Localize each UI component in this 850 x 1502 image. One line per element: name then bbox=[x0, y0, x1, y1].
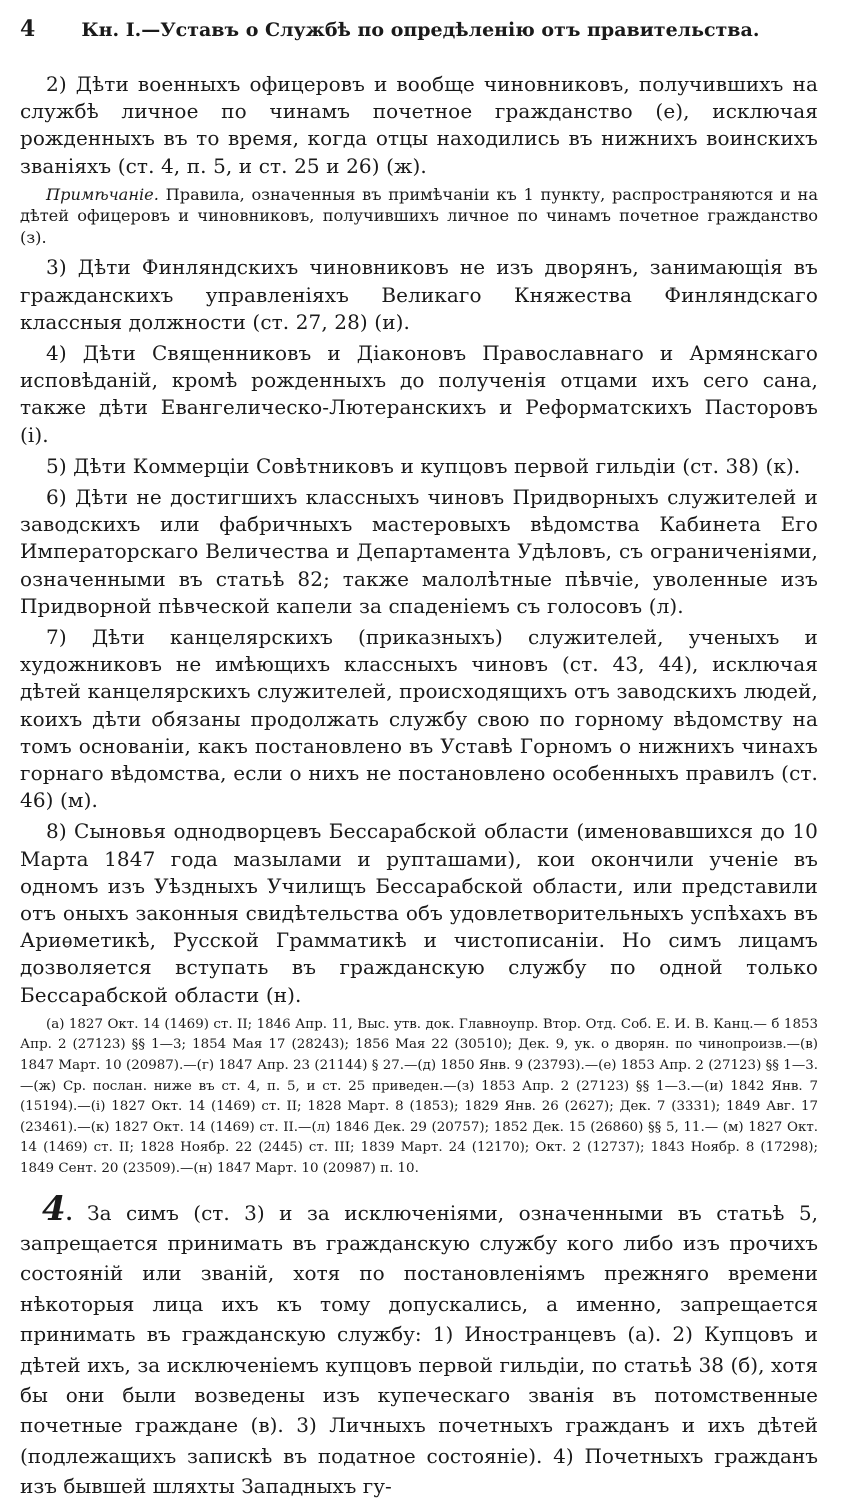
article-number: 4 bbox=[42, 1188, 66, 1229]
article-number-dot: . bbox=[65, 1200, 73, 1225]
paragraph-5: 5) Дѣти Коммерціи Совѣтниковъ и купцовъ первой гильдіи (ст. 38) (к). bbox=[46, 453, 801, 478]
article-4 bbox=[20, 1188, 818, 1502]
paragraph-2: 2) Дѣти военныхъ офицеровъ и вообще чиновниковъ, получившихъ на службѣ личное по чинамъ почетное гражданство (е), исключая рожденныхъ въ то время, когда отцы находились въ нижнихъ воинскихъ званіяхъ (ст. 4, п. 5, и ст. 25 и 26) (ж). bbox=[20, 72, 818, 178]
paragraph-4: 4) Дѣти Священниковъ и Діаконовъ Православнаго и Армянскаго исповѣданій, кромѣ рожденныхъ до полученія отцами ихъ сего сана, также дѣти Евангелическо-Лютеранскихъ и Реформатскихъ Пасторовъ (і). bbox=[20, 340, 818, 447]
paragraph-6: 6) Дѣти не достигшихъ классныхъ чиновъ Придворныхъ служителей и заводскихъ или фабричныхъ мастеровыхъ вѣдомства Кабинета Его Императорскаго Величества и Департамента Удѣловъ, съ ограниченіями, означенными въ статьѣ 82; также малолѣтные пѣвчіе, уволенные изъ Придворной пѣвческой капели за спаденіемъ съ голосовъ (л). bbox=[20, 484, 818, 618]
legal-references: (а) 1827 Окт. 14 (1469) ст. II; 1846 Апр. 11, Выс. утв. док. Главноупр. Втор. Отд. Соб. Е. И. В. Канц.— б 1853 Апр. 2 (27123) §§ 1—3; 1854 Мая 17 (28243); 1856 Мая 22 (30510); Дек. 9, ук. о дворян. по чинопроизв.—(в) 1847 Март. 10 (20987).—(г) 1847 Апр. 23 (21144) § 27.—(д) 1850 Янв. 9 (23793).—(е) 1853 Апр. 2 (27123) §§ 1—3.—(ж) Ср. послан. ниже въ ст. 4, п. 5, и ст. 25 приведен.—(з) 1853 Апр. 2 (27123) §§ 1—3.—(и) 1842 Янв. 7 (15194).—(і) 1827 Окт. 14 (1469) ст. II; 1828 Март. 8 (1853); 1829 Янв. 26 (2627); Дек. 7 (3331); 1849 Авг. 17 (23461).—(к) 1827 Окт. 14 (1469) ст. II.—(л) 1846 Дек. 29 (20757); 1852 Дек. 15 (26860) §§ 5, 11.— (м) 1827 Окт. 14 (1469) ст. II; 1828 Ноябр. 22 (2445) ст. III; 1839 Март. 24 (12170); Окт. 2 (12737); 1843 Ноябр. 8 (17298); 1849 Сент. 20 (23509).—(н) 1847 Март. 10 (20987) п. 10. bbox=[20, 1016, 818, 1176]
page-number: 4 bbox=[20, 16, 36, 42]
page-header bbox=[20, 14, 818, 45]
running-title: Кн. I.—Уставъ о Службѣ по опредѣленію отъ правительства. bbox=[81, 19, 760, 41]
paragraph-7: 7) Дѣти канцелярскихъ (приказныхъ) служителей, ученыхъ и художниковъ не имѣющихъ классныхъ чиновъ (ст. 43, 44), исключая дѣтей канцелярскихъ служителей, происходящихъ отъ заводскихъ людей, коихъ дѣти обязаны продолжать службу свою по горному вѣдомству на томъ основаніи, какъ постановлено въ Уставѣ Горномъ о нижнихъ чинахъ горнаго вѣдомства, если о нихъ не постановлено особенныхъ правилъ (ст. 46) (м). bbox=[20, 624, 818, 813]
article-3-continuation bbox=[20, 71, 818, 1009]
article-text: За симъ (ст. 3) и за исключеніями, означенными въ статьѣ 5, запрещается принимать въ гражданскую службу кого либо изъ прочихъ состояній или званій, хотя по постановленіямъ прежняго времени нѣкоторыя лица ихъ къ тому допускались, а именно, запрещается принимать въ гражданскую службу: 1) Иностранцевъ (а). 2) Купцовъ и дѣтей ихъ, за исключеніемъ купцовъ первой гильдіи, по статьѣ 38 (б), хотя бы они были возведены изъ купеческаго званія въ потомственные почетные граждане (в). 3) Личныхъ почетныхъ гражданъ и ихъ дѣтей (подлежащихъ запискѣ въ податное состояніе). 4) Почетныхъ гражданъ изъ бывшей шляхты Западныхъ гу- bbox=[20, 1200, 818, 1499]
note-paragraph bbox=[20, 184, 818, 249]
note-label: Примѣчаніе. bbox=[46, 184, 159, 204]
paragraph-8: 8) Сыновья однодворцевъ Бессарабской области (именовавшихся до 10 Марта 1847 года мазылами и рупташами), кои окончили ученіе въ одномъ изъ Уѣздныхъ Училищъ Бессарабской области, или представили отъ оныхъ законныя свидѣтельства объ удовлетворительныхъ успѣхахъ въ Ариѳметикѣ, Русской Грамматикѣ и чистописаніи. Но симъ лицамъ дозволяется вступать въ гражданскую службу по одной только Бессарабской области (н). bbox=[20, 819, 818, 1007]
paragraph-3: 3) Дѣти Финляндскихъ чиновниковъ не изъ дворянъ, занимающія въ гражданскихъ управленіяхъ Великаго Княжества Финляндскаго классныя должности (ст. 27, 28) (и). bbox=[20, 255, 818, 334]
note-text: Правила, означенныя въ примѣчаніи къ 1 пункту, распространяются и на дѣтей офицеровъ и чиновниковъ, получившихъ личное по чинамъ почетное гражданство (з). bbox=[20, 184, 818, 247]
